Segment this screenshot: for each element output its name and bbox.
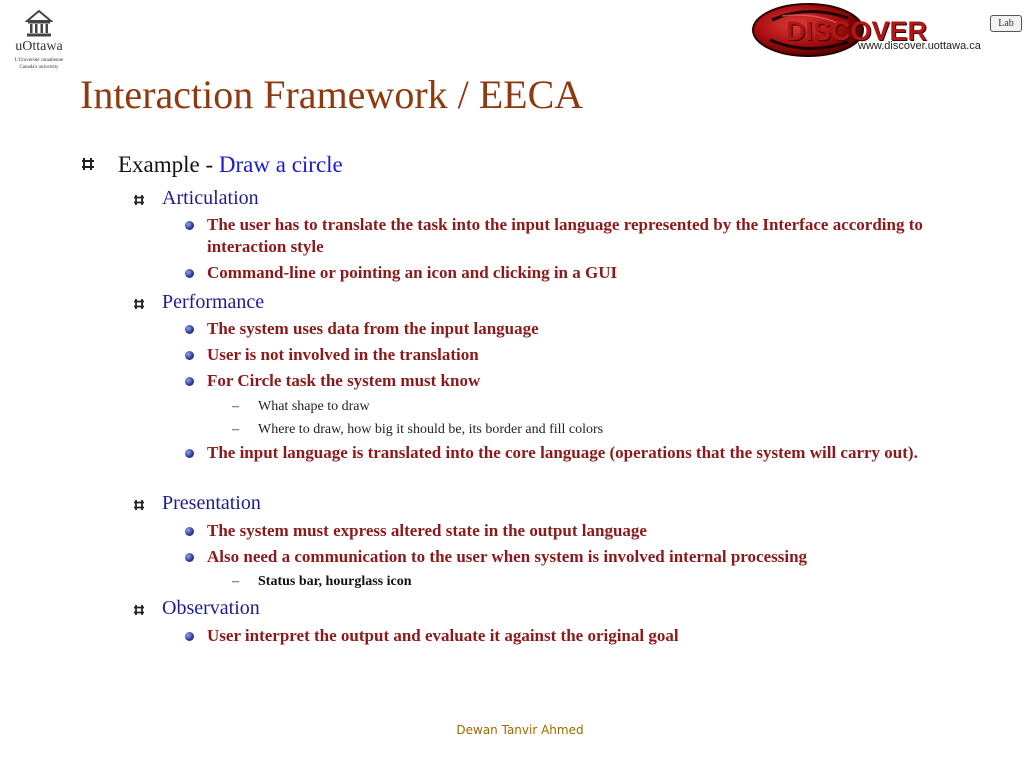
example-highlight: Draw a circle <box>218 152 343 177</box>
bullet-point: User interpret the output and evaluate it against the original goal <box>207 626 679 645</box>
bullet-point: The input language is translated into the core language (operations that the system will carry out). <box>207 443 918 462</box>
uottawa-tagline-fr: L'Université canadienne <box>14 58 64 63</box>
bullet-point: The user has to translate the task into the input language represented by the Interface according to interaction style <box>207 215 923 256</box>
discover-wordmark: DISCOVER <box>786 16 928 46</box>
blue-sphere-bullet-icon <box>185 449 194 458</box>
lab-tag: Lab <box>990 15 1022 32</box>
blue-sphere-bullet-icon <box>185 221 194 230</box>
university-crest-icon <box>25 8 53 38</box>
bullet-point: For Circle task the system must know <box>207 371 481 390</box>
hash-square-icon <box>133 499 145 511</box>
bullet-point: Command-line or pointing an icon and clicking in a GUI <box>207 263 618 282</box>
slide-footer-author: Dewan Tanvir Ahmed <box>456 723 584 737</box>
uottawa-tagline-en: Canada's university <box>19 65 59 70</box>
dash-bullet: – <box>232 422 239 437</box>
hash-square-icon <box>133 194 145 206</box>
example-heading <box>118 151 343 179</box>
sub-point: Status bar, hourglass icon <box>258 574 412 589</box>
blue-sphere-bullet-icon <box>185 269 194 278</box>
blue-sphere-bullet-icon <box>185 632 194 641</box>
bullet-point: The system uses data from the input language <box>207 319 539 338</box>
dash-bullet: – <box>232 574 239 589</box>
hash-square-icon <box>133 604 145 616</box>
hash-square-icon <box>81 157 95 171</box>
blue-sphere-bullet-icon <box>185 351 194 360</box>
sub-point: Where to draw, how big it should be, its border and fill colors <box>258 422 604 437</box>
blue-sphere-bullet-icon <box>185 527 194 536</box>
bullet-point: User is not involved in the translation <box>207 345 479 364</box>
hash-square-icon <box>133 298 145 310</box>
bullet-point: Also need a communication to the user when system is involved internal processing <box>207 547 808 566</box>
dash-bullet: – <box>232 399 239 414</box>
bullet-point: The system must express altered state in the output language <box>207 521 647 540</box>
section-heading-performance: Performance <box>162 291 265 313</box>
blue-sphere-bullet-icon <box>185 325 194 334</box>
section-heading-presentation: Presentation <box>162 492 261 514</box>
uottawa-logo <box>8 8 70 71</box>
section-heading-articulation: Articulation <box>162 187 259 209</box>
discover-lab-logo <box>752 2 1022 58</box>
blue-sphere-bullet-icon <box>185 377 194 386</box>
section-heading-observation: Observation <box>162 597 260 619</box>
slide-title: Interaction Framework / EECA <box>80 72 584 117</box>
uottawa-wordmark: uOttawa <box>15 39 63 54</box>
sub-point: What shape to draw <box>258 399 370 414</box>
example-label: Example - <box>118 152 219 177</box>
blue-sphere-bullet-icon <box>185 553 194 562</box>
discover-url: www.discover.uottawa.ca <box>858 40 981 52</box>
